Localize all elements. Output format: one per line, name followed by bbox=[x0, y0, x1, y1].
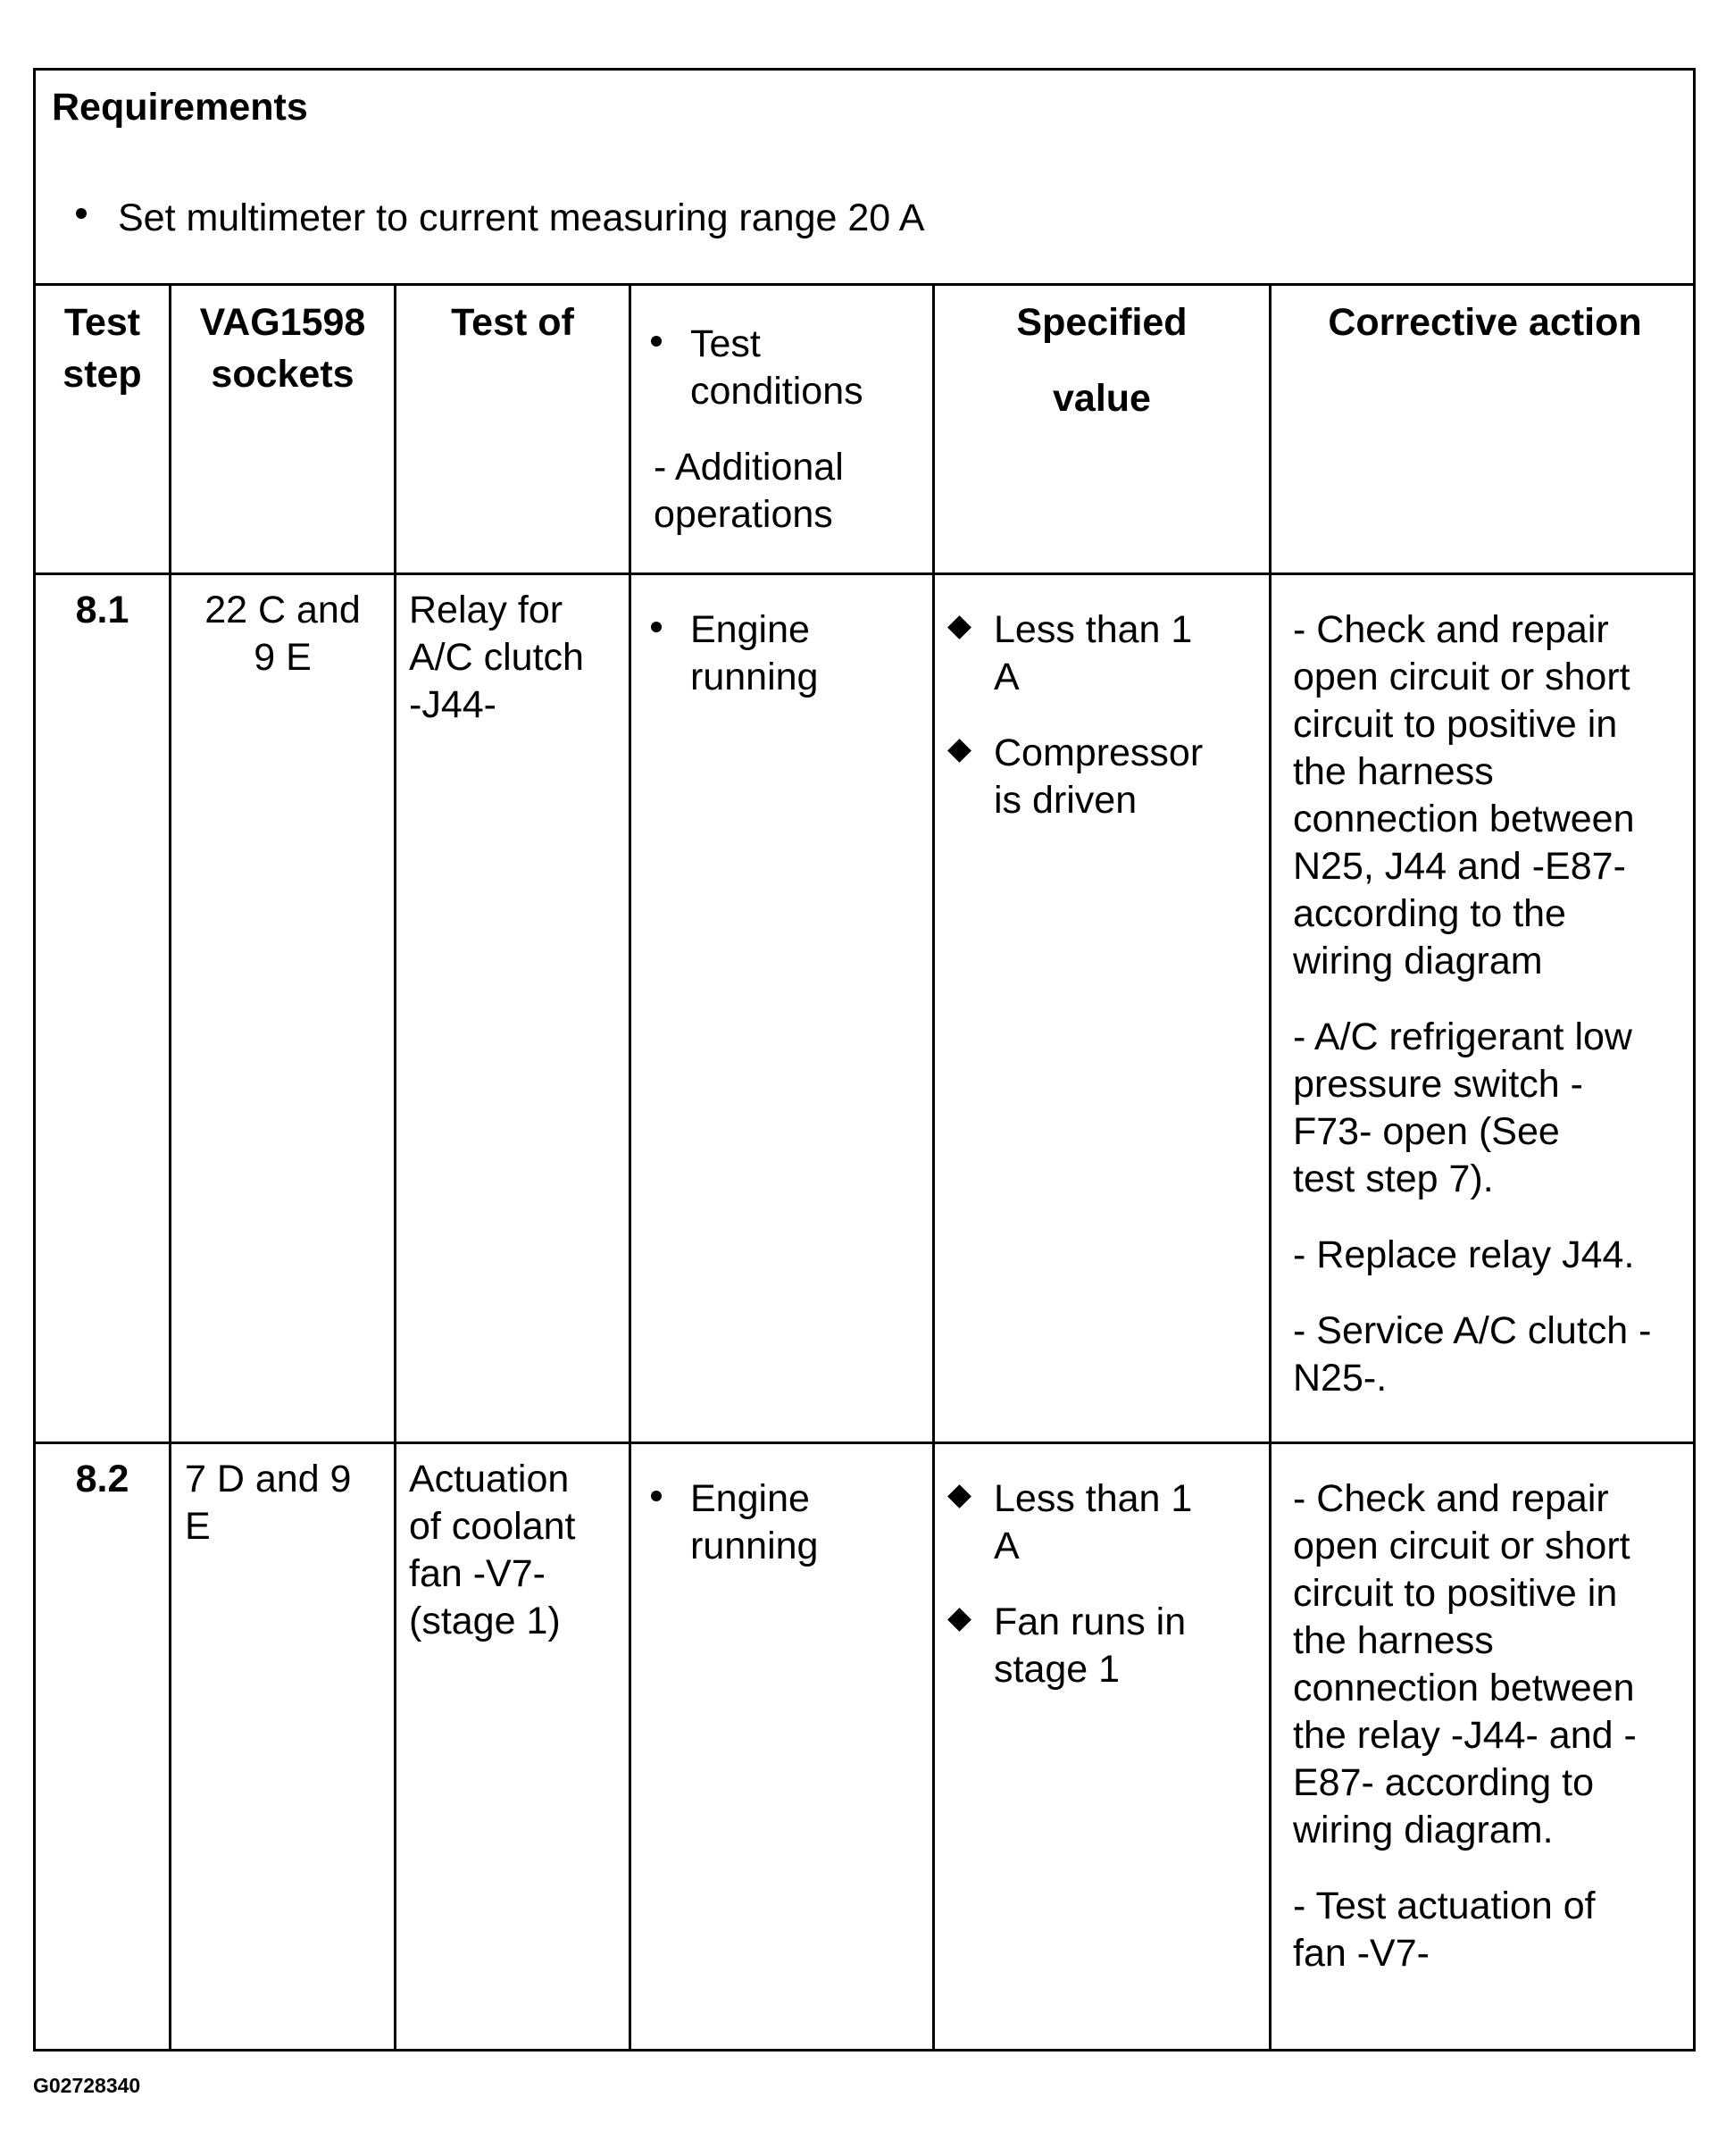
requirements-title: Requirements bbox=[52, 86, 308, 129]
header-test-step: Test step bbox=[63, 301, 142, 396]
row-corrective: - Check and repair open circuit or short circuit to positive in the harness connection between the relay -J44- and - E87- according to wiring diagram. - Test actuation of fan -V7- bbox=[1293, 1477, 1637, 1975]
row-specified: Less than 1 A Fan runs in stage 1 bbox=[935, 1475, 1269, 1693]
row-step: 8.1 bbox=[75, 589, 129, 631]
row-corrective: - Check and repair open circuit or short circuit to positive in the harness connection between N25, J44 and -E87- according to the wiring diagram - A/C refrigerant low pressure switch - F73- open (See test step 7). - Replace relay J44. - Service A/C clutch - N25-. bbox=[1293, 608, 1652, 1400]
header-sockets: VAG1598 sockets bbox=[199, 301, 366, 396]
requirement-item: Set multimeter to current measuring range 20 A bbox=[76, 196, 924, 240]
bullet-icon bbox=[76, 208, 87, 219]
row-divider bbox=[36, 572, 1693, 575]
requirements-section bbox=[36, 71, 1693, 286]
row-step: 8.2 bbox=[75, 1458, 129, 1500]
row-test-of: Actuation of coolant fan -V7- (stage 1) bbox=[409, 1458, 576, 1642]
diamond-bullet-icon bbox=[947, 1484, 971, 1508]
diamond-bullet-icon bbox=[947, 1608, 971, 1632]
row-divider bbox=[36, 1442, 1693, 1444]
requirements-table bbox=[33, 68, 1696, 2052]
header-corrective-action: Corrective action bbox=[1328, 301, 1642, 344]
header-test-of: Test of bbox=[451, 301, 574, 344]
diamond-bullet-icon bbox=[947, 739, 971, 763]
column-divider bbox=[629, 286, 631, 2049]
column-divider bbox=[1269, 286, 1272, 2049]
column-divider bbox=[394, 286, 396, 2049]
row-sockets: 22 C and 9 E bbox=[204, 589, 361, 679]
row-condition: Engine running bbox=[631, 1475, 930, 1570]
column-divider bbox=[169, 286, 171, 2049]
header-specified-value: Specified value bbox=[1016, 301, 1188, 420]
row-condition: Engine running bbox=[631, 606, 930, 701]
row-specified: Less than 1 A Compressor is driven bbox=[935, 606, 1269, 824]
bullet-icon bbox=[651, 622, 662, 632]
row-sockets: 7 D and 9 E bbox=[185, 1458, 352, 1548]
bullet-icon bbox=[651, 336, 662, 347]
diamond-bullet-icon bbox=[947, 615, 971, 639]
column-divider bbox=[932, 286, 935, 2049]
row-test-of: Relay for A/C clutch -J44- bbox=[409, 589, 584, 726]
header-test-conditions: Test conditions - Additional operations bbox=[631, 321, 930, 539]
figure-code: G02728340 bbox=[33, 2074, 141, 2097]
bullet-icon bbox=[651, 1491, 662, 1501]
